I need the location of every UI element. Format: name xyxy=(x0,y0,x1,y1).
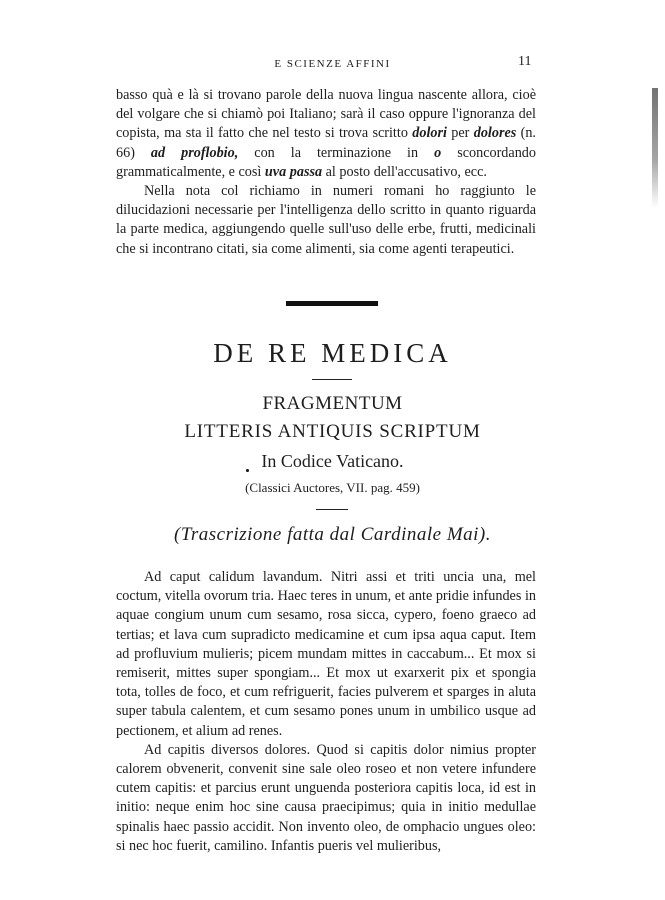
intro-p1-dolores: dolores xyxy=(473,125,517,142)
intro-p1-e: (n. 66) xyxy=(116,125,536,161)
section-divider-thick xyxy=(286,301,378,306)
intro-p1-a: basso quà e là si trovano parole della nuova lingua nascente allora, cioè del volgare che si chiamò poi Italiano; sarà il caso oppure l'ignoranza del copista, ma sta il fatto che nel testo si trova scritto xyxy=(116,87,536,142)
intro-text xyxy=(116,86,536,259)
intro-p1-c: per xyxy=(446,125,474,142)
intro-p1-proflobio: ad proflobio, xyxy=(150,144,239,161)
section-title: DE RE MEDICA xyxy=(213,338,452,368)
latin-paragraph-1: Ad caput calidum lavandum. Nitri assi et triti uncia una, mel coctum, vitella ovorum tria. Haec teres in unum, et ante pridie infundes in aquae congium unum cum sesamo, rosa sicca, cypero, foeno graeco ad tertias; et lava cum supradicto medicamine et cum ipsa aqua caput. Item ad profluvium mulieris; picem mundam mittes in caccabum... Et mox si remiserit, mittes super spongiam... Et mox ut exarxerit pix et spongia tota, tolles de foco, et cum refriguerit, facies pulverem et sparges in aluta super tabula calentem, et cum sesamo pones unum in umbilico usque ad pectionem, et alium ad renes. xyxy=(116,569,536,739)
subtitle-litteris: LITTERIS ANTIQUIS SCRIPTUM xyxy=(184,421,481,442)
intro-p1-k: al posto dell'accusativo, ecc. xyxy=(322,163,487,180)
intro-p1-dolori: dolori xyxy=(412,125,447,142)
intro-p1-o: o xyxy=(434,144,442,161)
subtitle-citation: (Classici Auctores, VII. pag. 459) xyxy=(245,480,420,495)
intro-p1-i: sconcordando grammaticalmente, e così xyxy=(116,144,536,180)
subtitle-codice: In Codice Vaticano. xyxy=(261,451,404,471)
title-underline xyxy=(312,379,352,380)
margin-scan-mark xyxy=(652,88,658,208)
intro-paragraph-1 xyxy=(116,86,536,182)
page-number: 11 xyxy=(518,54,532,69)
running-head: E SCIENZE AFFINI xyxy=(274,58,391,70)
intro-p1-g: con la terminazione in xyxy=(238,144,435,161)
transcription-heading: (Trascrizione fatta dal Cardinale Mai). xyxy=(174,524,491,545)
intro-p1-uva-passa: uva passa xyxy=(264,163,323,180)
intro-paragraph-2: Nella nota col richiamo in numeri romani ho raggiunto le dilucidazioni necessarie per l'intelligenza dello scritto in quanto riguarda la parte medica, aggiungendo quelle sull'uso delle erbe, frutti, medicinali che si incontrano citati, sia come alimenti, sia come agenti terapeutici. xyxy=(116,183,536,257)
latin-text xyxy=(116,568,536,856)
latin-paragraph-2: Ad capitis diversos dolores. Quod si capitis dolor nimius propter calorem obvenerit, convenit sine sale oleo roseo et non vetere infundere cutem capitis: et parcius erunt unguenda posteriora capitis loca, id est in initio: neque enim hoc sine causa praecipimus; quia in initio medullae spinalis haec passio accidit. Non invento oleo, de omphacio ungues oleo: si nec hoc fuerit, camilino. Infantis pueris vel mulieribus, xyxy=(116,741,536,854)
citation-underline xyxy=(316,509,348,510)
subtitle-fragmentum: FRAGMENTUM xyxy=(262,393,403,414)
